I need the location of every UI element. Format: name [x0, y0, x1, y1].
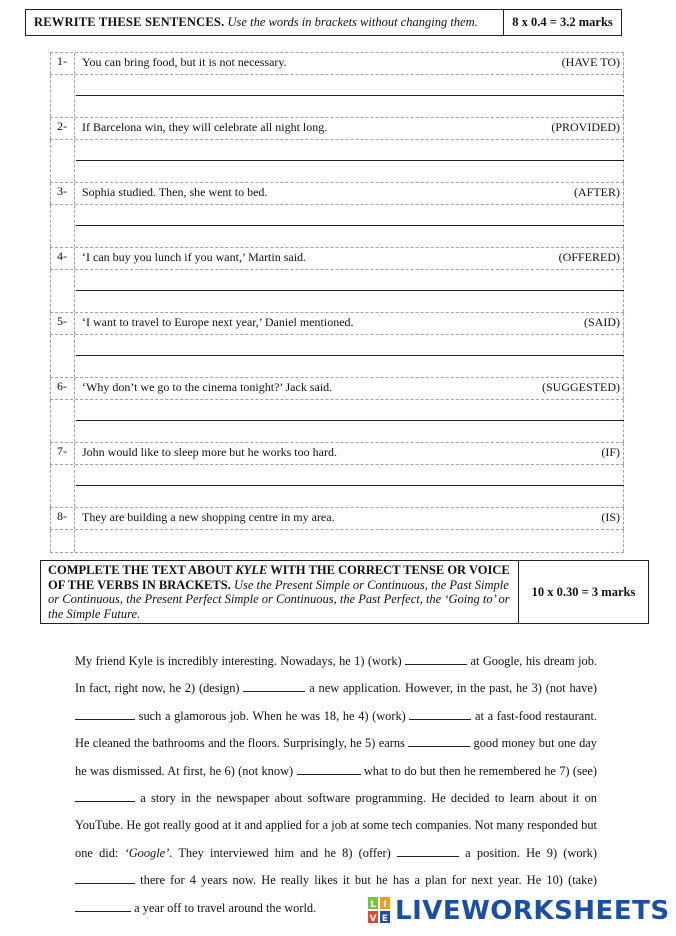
answer-row	[50, 139, 624, 182]
answer-line[interactable]	[76, 160, 624, 161]
item-number: 8-	[50, 508, 75, 529]
rewrite-item	[50, 247, 624, 269]
item-keyword: (SUGGESTED)	[542, 380, 620, 394]
answer-line[interactable]	[76, 290, 624, 291]
item-number: 6-	[50, 378, 75, 399]
item-number: 3-	[50, 183, 75, 204]
item-number: 2-	[50, 118, 75, 139]
answer-row	[50, 74, 624, 117]
item-number: 4-	[50, 248, 75, 269]
section2-title-name: KYLE	[235, 563, 268, 577]
item-sentence: They are building a new shopping centre in my area.	[82, 510, 335, 524]
section2-marks: 10 x 0.30 = 3 marks	[518, 561, 648, 623]
answer-blank-7[interactable]	[75, 789, 135, 802]
answer-blank-9[interactable]	[75, 871, 135, 884]
section2-instructions	[41, 561, 518, 623]
item-sentence: ‘I can buy you lunch if you want,’ Martin said.	[82, 250, 307, 264]
text-segment: a position. He 9) (work)	[458, 845, 597, 860]
section2-header	[40, 560, 649, 624]
section2-instruction: Use the Present Simple or Continuous, the Past Simple or Continuous, the Present Perfect Simple or Continuous, the Past Perfect, the ‘Going to’ or the Simple Future.	[48, 577, 510, 621]
answer-row	[50, 464, 624, 507]
text-segment: what to do but then he remembered he 7) (see)	[360, 763, 597, 778]
text-segment: there for 4 years now. He really likes it but he has a plan for next year. He 10) (take)	[135, 873, 597, 888]
answer-blank-8[interactable]	[397, 844, 459, 857]
text-segment: such a glamorous job. When he was 18, he 4) (work)	[135, 708, 410, 723]
item-sentence: You can bring food, but it is not necessary.	[82, 55, 287, 69]
rewrite-item	[50, 312, 624, 334]
answer-line[interactable]	[76, 225, 624, 226]
item-keyword: (SAID)	[584, 315, 620, 329]
svg-text:E: E	[381, 914, 389, 924]
svg-text:L: L	[370, 900, 376, 910]
answer-blank-4[interactable]	[409, 707, 471, 720]
section2-title-part2: WITH THE CORRECT TENSE OR VOICE OF THE VERBS IN BRACKETS.	[48, 563, 510, 592]
answer-blank-3[interactable]	[75, 707, 135, 720]
item-keyword: (IS)	[601, 510, 620, 524]
rewrite-item	[50, 182, 624, 204]
rewrite-table-end	[50, 552, 624, 553]
answer-row	[50, 529, 624, 552]
answer-blank-6[interactable]	[297, 762, 361, 775]
item-number: 1-	[50, 53, 75, 74]
text-segment: . They interviewed him and he 8) (offer)	[169, 845, 397, 860]
item-keyword: (PROVIDED)	[551, 120, 620, 134]
item-keyword: (HAVE TO)	[561, 55, 620, 69]
item-sentence: If Barcelona win, they will celebrate all night long.	[82, 120, 328, 134]
answer-row	[50, 269, 624, 312]
answer-row	[50, 204, 624, 247]
kyle-text	[75, 648, 597, 922]
text-segment: a new application. However, in the past, he 3) (not have)	[305, 681, 598, 696]
section1-header	[25, 9, 622, 36]
section1-instruction: Use the words in brackets without changing them.	[227, 15, 478, 29]
rewrite-item	[50, 442, 624, 464]
text-segment: at Google, his dream job. In fact, right now, he 2) (design)	[75, 654, 597, 696]
item-keyword: (IF)	[601, 445, 620, 459]
answer-blank-2[interactable]	[243, 679, 305, 692]
liveworksheets-logo	[368, 894, 670, 928]
rewrite-item	[50, 377, 624, 399]
section1-instructions	[26, 10, 503, 35]
liveworksheets-logo-icon	[368, 897, 392, 925]
liveworksheets-logo-text: LIVEWORKSHEETS	[395, 896, 670, 926]
item-keyword: (AFTER)	[574, 185, 620, 199]
section1-marks: 8 x 0.4 = 3.2 marks	[503, 10, 621, 35]
text-segment: a story in the newspaper about software programming. He decided to learn about it on YouTube. He got really good at it and applied for a job at some tech companies. Not many responded but one did:	[75, 791, 597, 860]
section2-title-part1: COMPLETE THE TEXT ABOUT	[48, 563, 236, 577]
text-segment: a year off to travel around the world.	[131, 900, 317, 915]
answer-blank-1[interactable]	[405, 652, 467, 665]
item-sentence: ‘Why don’t we go to the cinema tonight?’ Jack said.	[82, 380, 333, 394]
text-segment: good money but one day he was dismissed. At first, he 6) (not know)	[75, 736, 597, 778]
answer-row	[50, 334, 624, 377]
svg-text:V: V	[369, 914, 377, 924]
svg-text:I: I	[383, 900, 387, 910]
rewrite-item	[50, 52, 624, 74]
answer-row	[50, 399, 624, 442]
item-sentence: Sophia studied. Then, she went to bed.	[82, 185, 268, 199]
section1-title: REWRITE THESE SENTENCES.	[34, 15, 225, 29]
text-segment: at a fast-food restaurant. He cleaned the bathrooms and the floors. Surprisingly, he 5) earns	[75, 708, 597, 751]
answer-blank-10[interactable]	[75, 899, 131, 912]
rewrite-table	[50, 52, 624, 553]
item-number: 7-	[50, 443, 75, 464]
rewrite-item	[50, 117, 624, 139]
item-keyword: (OFFERED)	[558, 250, 620, 264]
answer-line[interactable]	[76, 95, 624, 96]
answer-blank-5[interactable]	[408, 734, 470, 747]
rewrite-item	[50, 507, 624, 529]
answer-line[interactable]	[76, 355, 624, 356]
item-sentence: John would like to sleep more but he works too hard.	[82, 445, 337, 459]
item-number: 5-	[50, 313, 75, 334]
answer-line[interactable]	[76, 485, 624, 486]
text-segment: My friend Kyle is incredibly interesting. Nowadays, he 1) (work)	[75, 654, 406, 668]
answer-line[interactable]	[76, 420, 624, 421]
item-sentence: ‘I want to travel to Europe next year,’ Daniel mentioned.	[82, 315, 354, 329]
text-google: ‘Google’	[124, 845, 170, 860]
